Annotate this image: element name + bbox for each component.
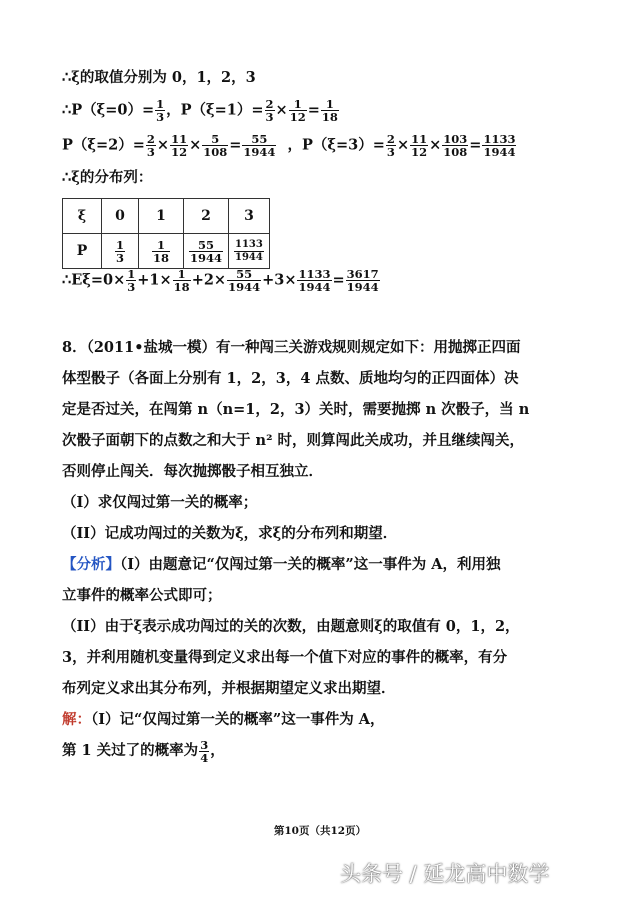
page-footer: 第10页（共12页） bbox=[273, 825, 367, 837]
solution-section: 解：（I）记“仅闯过第一关的概率”这一事件为 A， 第 1 关过了的概率为 $\frac{3}{4}$ ， bbox=[62, 711, 385, 765]
analysis-section: 【分析】（I）由题意记“仅闯过第一关的概率”这一事件为 A，利用独 立事件的概率公式即可； （II）由于ξ表示成功闯过的关的次数，由题意则ξ的取值有 0，1，2， 3，并利用随机变量得到定义求出每一个值下对应的事件的概率，有分 布列定义求出其分布列，并根据期望定义求出期望． bbox=[62, 556, 520, 697]
problem-statement: 8．（2011•盐城一模）有一种闯三关游戏规则规定如下：用抛掷正四面 体型骰子（各面上分别有 1，2，3，4 点数、质地均匀的正四面体）决 定是否过关，在闯第 n（n=1，2，3）关时，需要抛掷 n 次骰子，当 n 次骰子面朝下的点数之和大于 n² 时，则算闯此关成功，并且继续闯关， 否则停止闯关．每次抛掷骰子相互独立． （I）求仅闯过第一关的概率； （II）记成功闯过的关数为ξ，求ξ的分布列和期望． bbox=[62, 332, 582, 549]
question-1: （I）求仅闯过第一关的概率； bbox=[62, 494, 258, 511]
fraction: $\frac{1}{3}$ bbox=[156, 97, 165, 124]
xi-values-line: ∴ξ的取值分别为 0，1，2，3 bbox=[62, 69, 256, 86]
source-watermark: 头条号 / 延龙高中数学 bbox=[340, 862, 550, 886]
table-row: ξ 0 1 2 3 bbox=[63, 199, 270, 234]
prob-line-2: P（ξ=2）= $\frac{2}{3}$ × $\frac{11}{12}$ × $\frac{5}{108}$ = $\frac{55}{1944}$ ，P（ξ=3）= $\frac{2}{3}$ × $\frac{11}{12}$ × $\frac{103}{108}$ = $\frac{1133}{1944}$ bbox=[62, 132, 516, 159]
question-2: （II）记成功闯过的关数为ξ，求ξ的分布列和期望． bbox=[62, 525, 398, 542]
solution-tag: 解： bbox=[62, 711, 91, 728]
distribution-table bbox=[62, 198, 270, 269]
analysis-tag: 【分析】 bbox=[62, 556, 120, 573]
table-row: P $\frac{1}{3}$ $\frac{1}{18}$ $\frac{55}{1944}$ $\frac{1133}{1944}$ bbox=[63, 234, 270, 269]
prob-line-1: ∴P（ξ=0）= $\frac{1}{3}$ ，P（ξ=1）= $\frac{2}{3}$ × $\frac{1}{12}$ = $\frac{1}{18}$ bbox=[62, 97, 338, 124]
expectation-line: ∴Eξ=0× $\frac{1}{3}$ +1× $\frac{1}{18}$ +2× $\frac{55}{1944}$ +3× $\frac{1133}{1944}$ = $\frac{3617}{1944}$ bbox=[62, 267, 379, 294]
distribution-heading: ∴ξ的分布列： bbox=[62, 169, 153, 186]
